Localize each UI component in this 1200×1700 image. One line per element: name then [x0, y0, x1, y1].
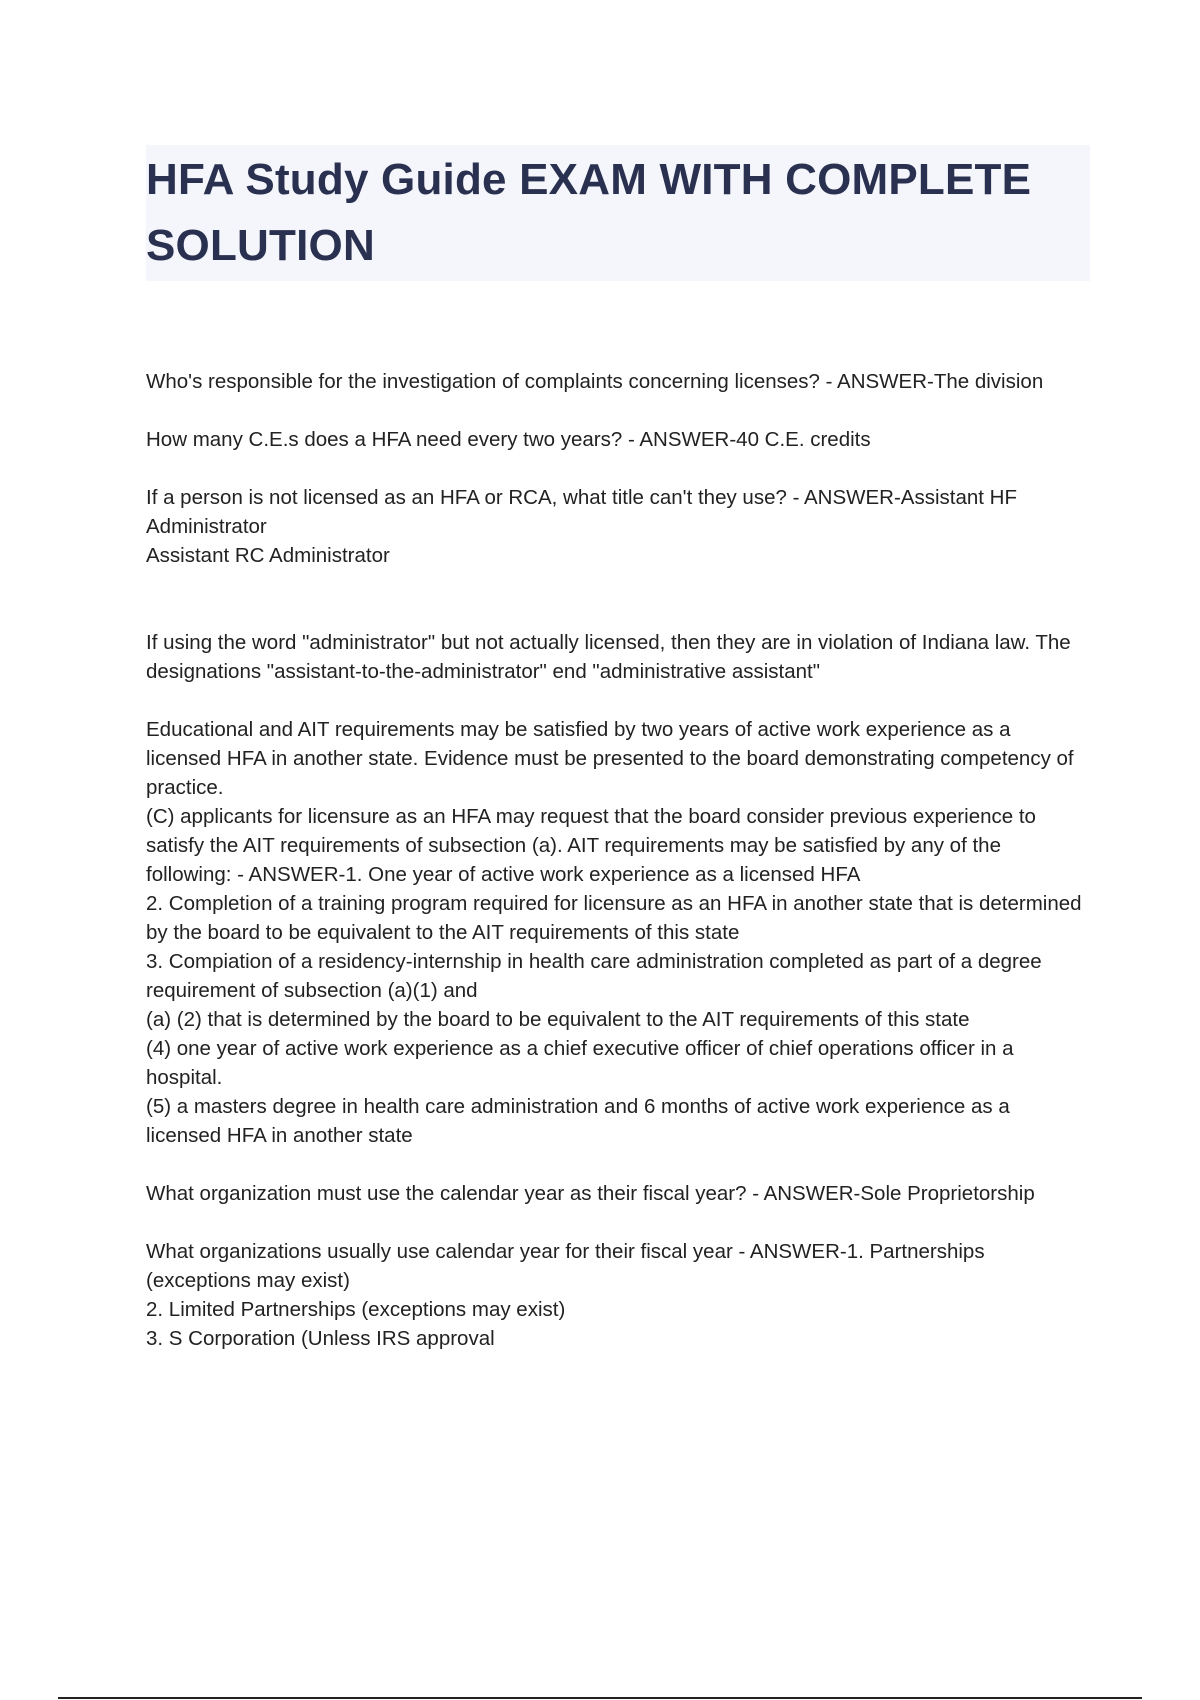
footer-divider: [58, 1697, 1142, 1699]
page-title: HFA Study Guide EXAM WITH COMPLETE SOLUTION: [146, 155, 1032, 270]
qa-block-6: What organization must use the calendar year as their fiscal year? - ANSWER-Sole Proprietorship: [146, 1182, 1035, 1205]
title-banner: [146, 145, 1090, 281]
qa-block-7: What organizations usually use calendar year for their fiscal year - ANSWER-1. Partnerships (exceptions may exist) 2. Limited Partnerships (exceptions may exist) 3. S Corporation (Unless IRS approval: [146, 1240, 985, 1350]
document-body: [146, 367, 1090, 1353]
qa-block-2: How many C.E.s does a HFA need every two years? - ANSWER-40 C.E. credits: [146, 428, 871, 451]
qa-block-3: If a person is not licensed as an HFA or RCA, what title can't they use? - ANSWER-Assistant HF Administrator Assistant RC Administrator: [146, 486, 1017, 567]
qa-block-5: Educational and AIT requirements may be satisfied by two years of active work experience as a licensed HFA in another state. Evidence must be presented to the board demonstrating competency of practice. (C) applicants for licensure as an HFA may request that the board consider previous experience to satisfy the AIT requirements of subsection (a). AIT requirements may be satisfied by any of the following: - ANSWER-1. One year of active work experience as a licensed HFA 2. Completion of a training program required for licensure as an HFA in another state that is determined by the board to be equivalent to the AIT requirements of this state 3. Compiation of a residency-internship in health care administration completed as part of a degree requirement of subsection (a)(1) and (a) (2) that is determined by the board to be equivalent to the AIT requirements of this state (4) one year of active work experience as a chief executive officer of chief operations officer in a hospital. (5) a masters degree in health care administration and 6 months of active work experience as a licensed HFA in another state: [146, 718, 1082, 1147]
qa-block-1: Who's responsible for the investigation of complaints concerning licenses? - ANSWER-The division: [146, 370, 1044, 393]
qa-block-4: If using the word "administrator" but not actually licensed, then they are in violation of Indiana law. The designations "assistant-to-the-administrator" end "administrative assistant": [146, 631, 1077, 683]
